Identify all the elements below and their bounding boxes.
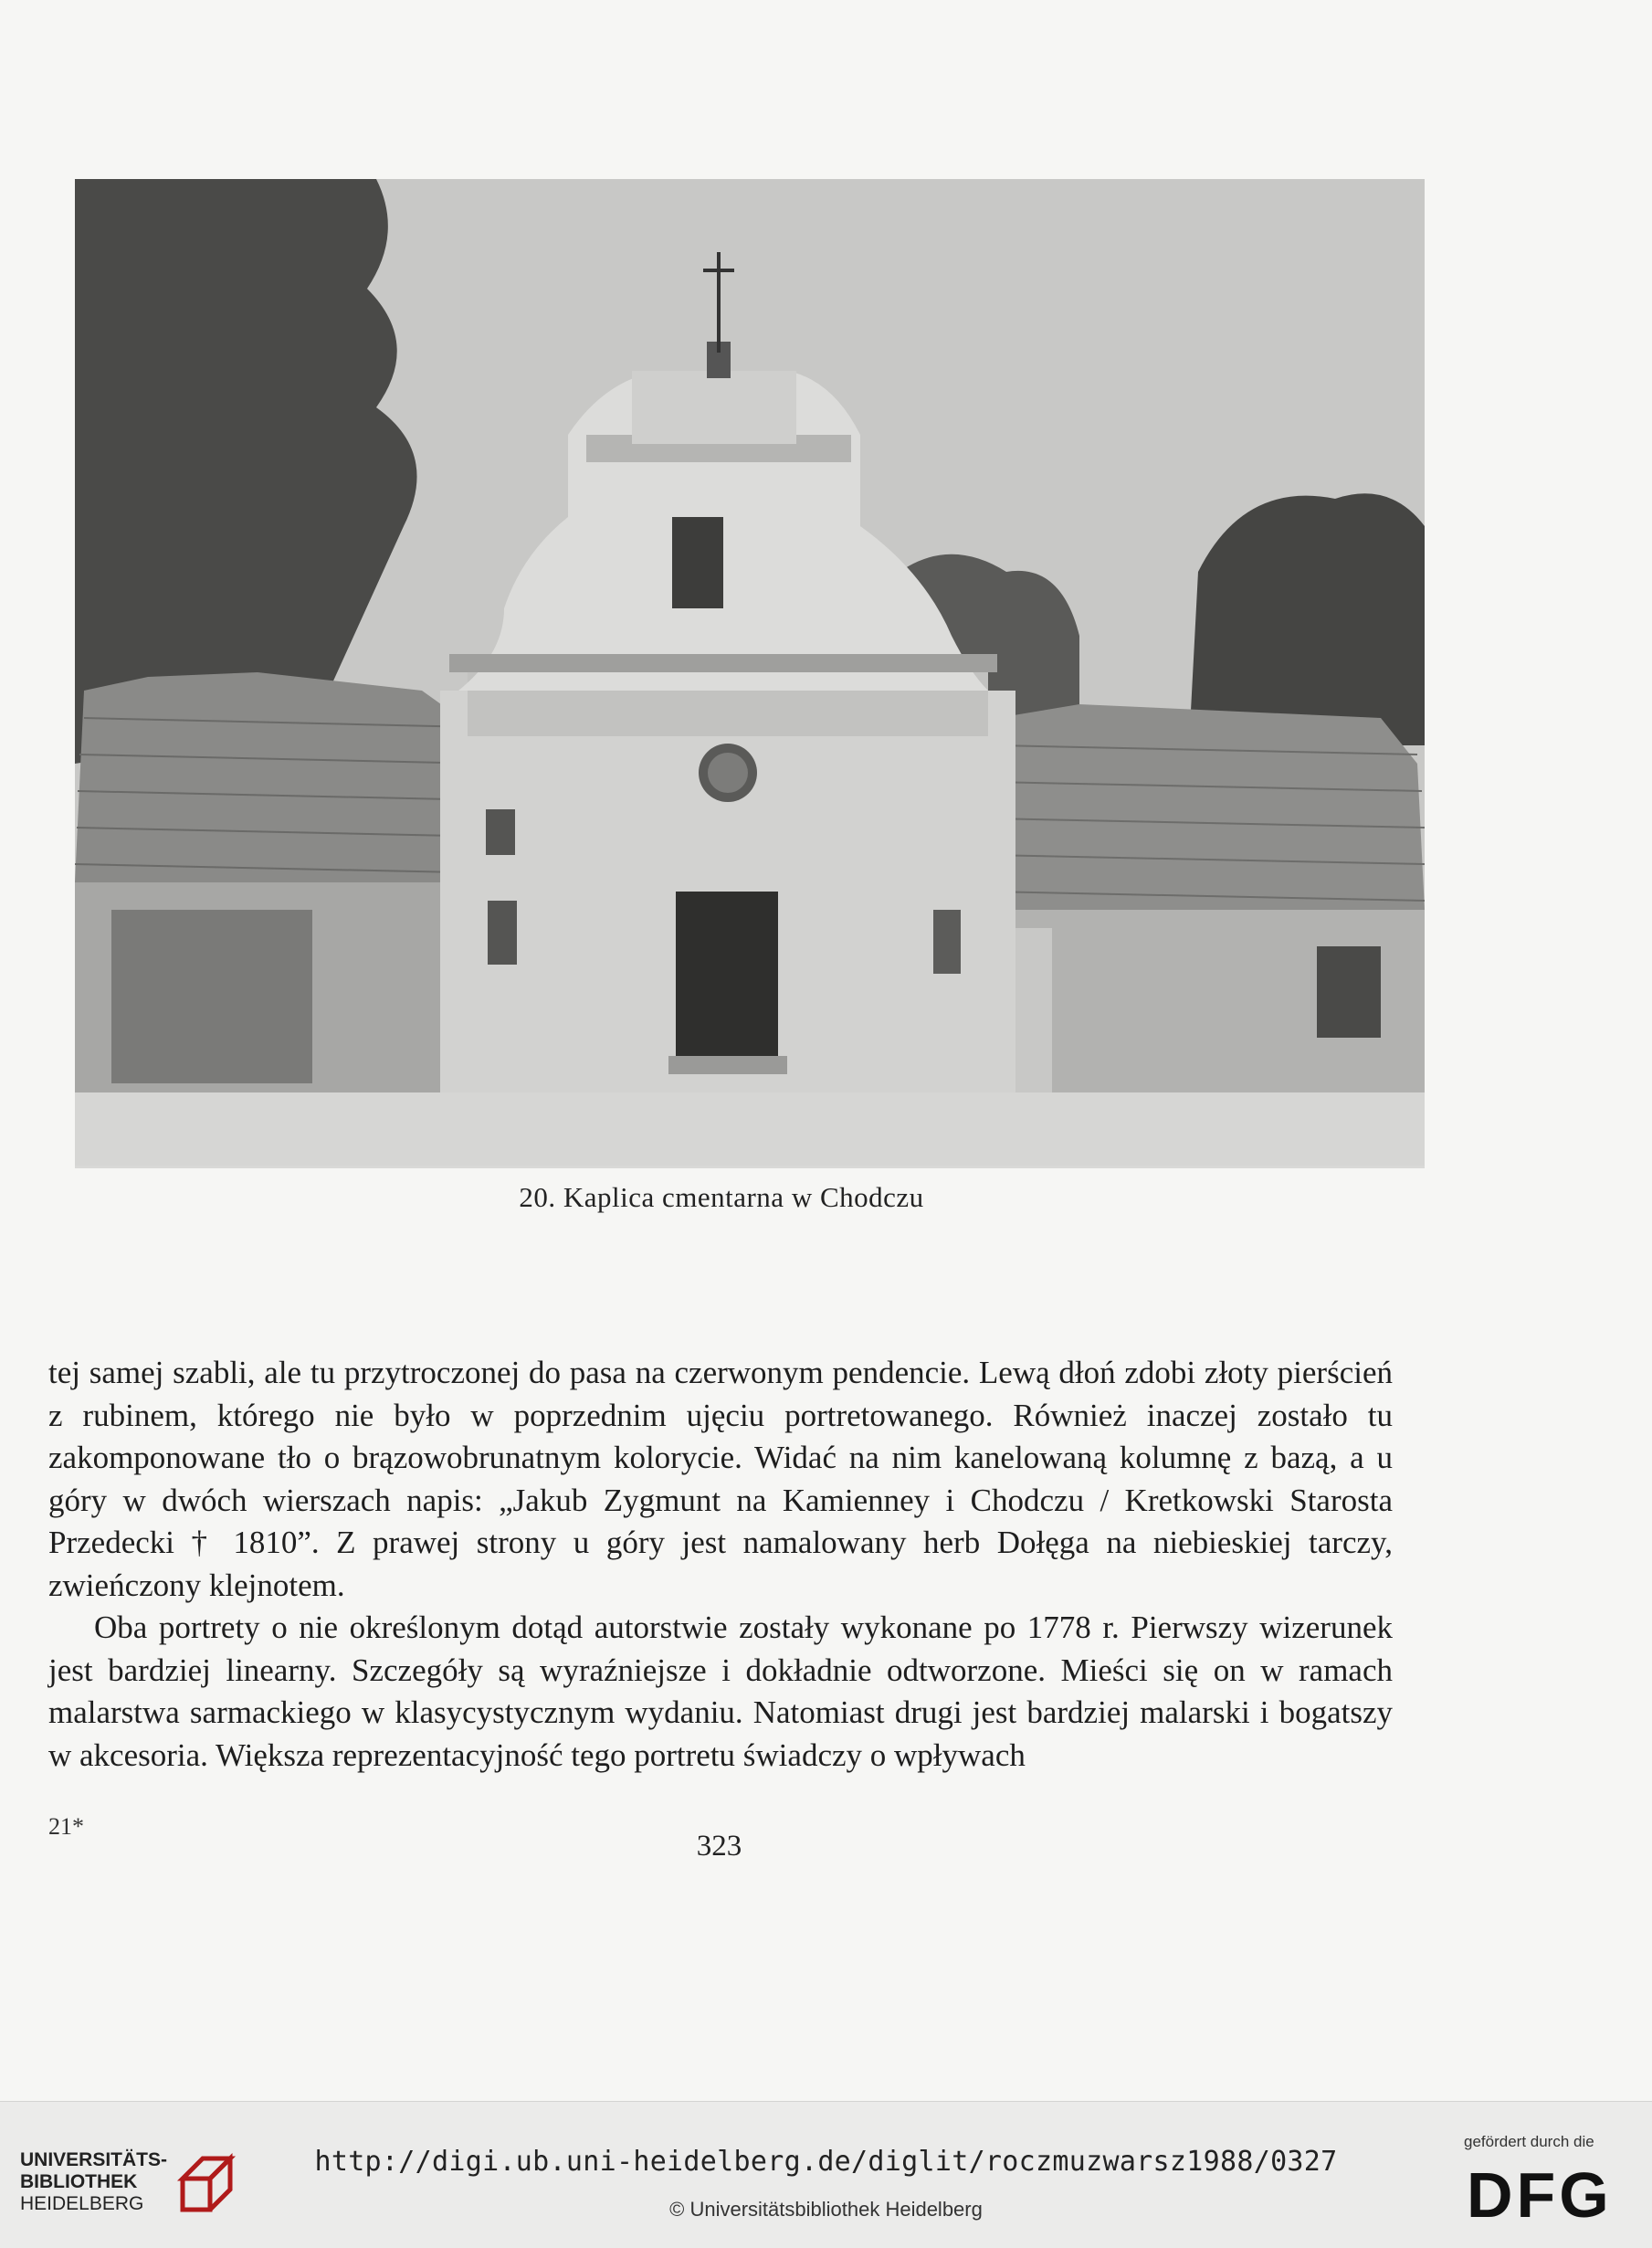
body-text [48,1352,1393,1777]
chapel-photograph [75,179,1425,1168]
library-name-line-3: HEIDELBERG [20,2193,144,2214]
paragraph-2: Oba portrety o nie określonym dotąd autorstwie zostały wykonane po 1778 r. Pierwszy wizerunek jest bardziej linearny. Szczegóły są wyraźniejsze i dokładnie odtworzone. Mieści się on w ramach malarstwa sarmackiego w klasycystycznym wydaniu. Natomiast drugi jest bardziej malarski i bogatszy w akcesoria. Większa reprezentacyjność tego portretu świadczy o wpływach [48,1609,1393,1773]
library-name-line-1: UNIVERSITÄTS- [20,2149,168,2170]
chapel-photo-image [75,179,1425,1166]
paragraph-1: tej samej szabli, ale tu przytroczonej do pasa na czerwonym pendencie. Lewą dłoń zdobi złoty pierścień z rubinem, którego nie było w poprzednim ujęciu portretowanego. Również inaczej zostało tu zakomponowane tło o brązowobrunatnym kolorycie. Widać na nim kanelowaną kolumnę z bazą, a u góry w dwóch wierszach napis: „Jakub Zygmunt na Kamienney i Chodczu / Kretkowski Starosta Przedecki † 1810”. Z prawej strony u góry jest namalowany herb Dołęga na niebieskiej tarczy, zwieńczony klejnotem. [48,1355,1393,1603]
funding-note: gefördert durch die [1464,2133,1594,2150]
figure-caption: 20. Kaplica cmentarna w Chodczu [519,1181,924,1213]
signature-mark: 21* [48,1813,84,1840]
copyright-notice: © Universitätsbibliothek Heidelberg [669,2198,983,2221]
dfg-logo[interactable]: DFG [1467,2159,1613,2231]
page-number: 323 [696,1830,742,1863]
permalink-url[interactable]: http://digi.ub.uni-heidelberg.de/diglit/roczmuzwarsz1988/0327 [314,2146,1338,2178]
library-name-line-2: BIBLIOTHEK [20,2171,138,2192]
